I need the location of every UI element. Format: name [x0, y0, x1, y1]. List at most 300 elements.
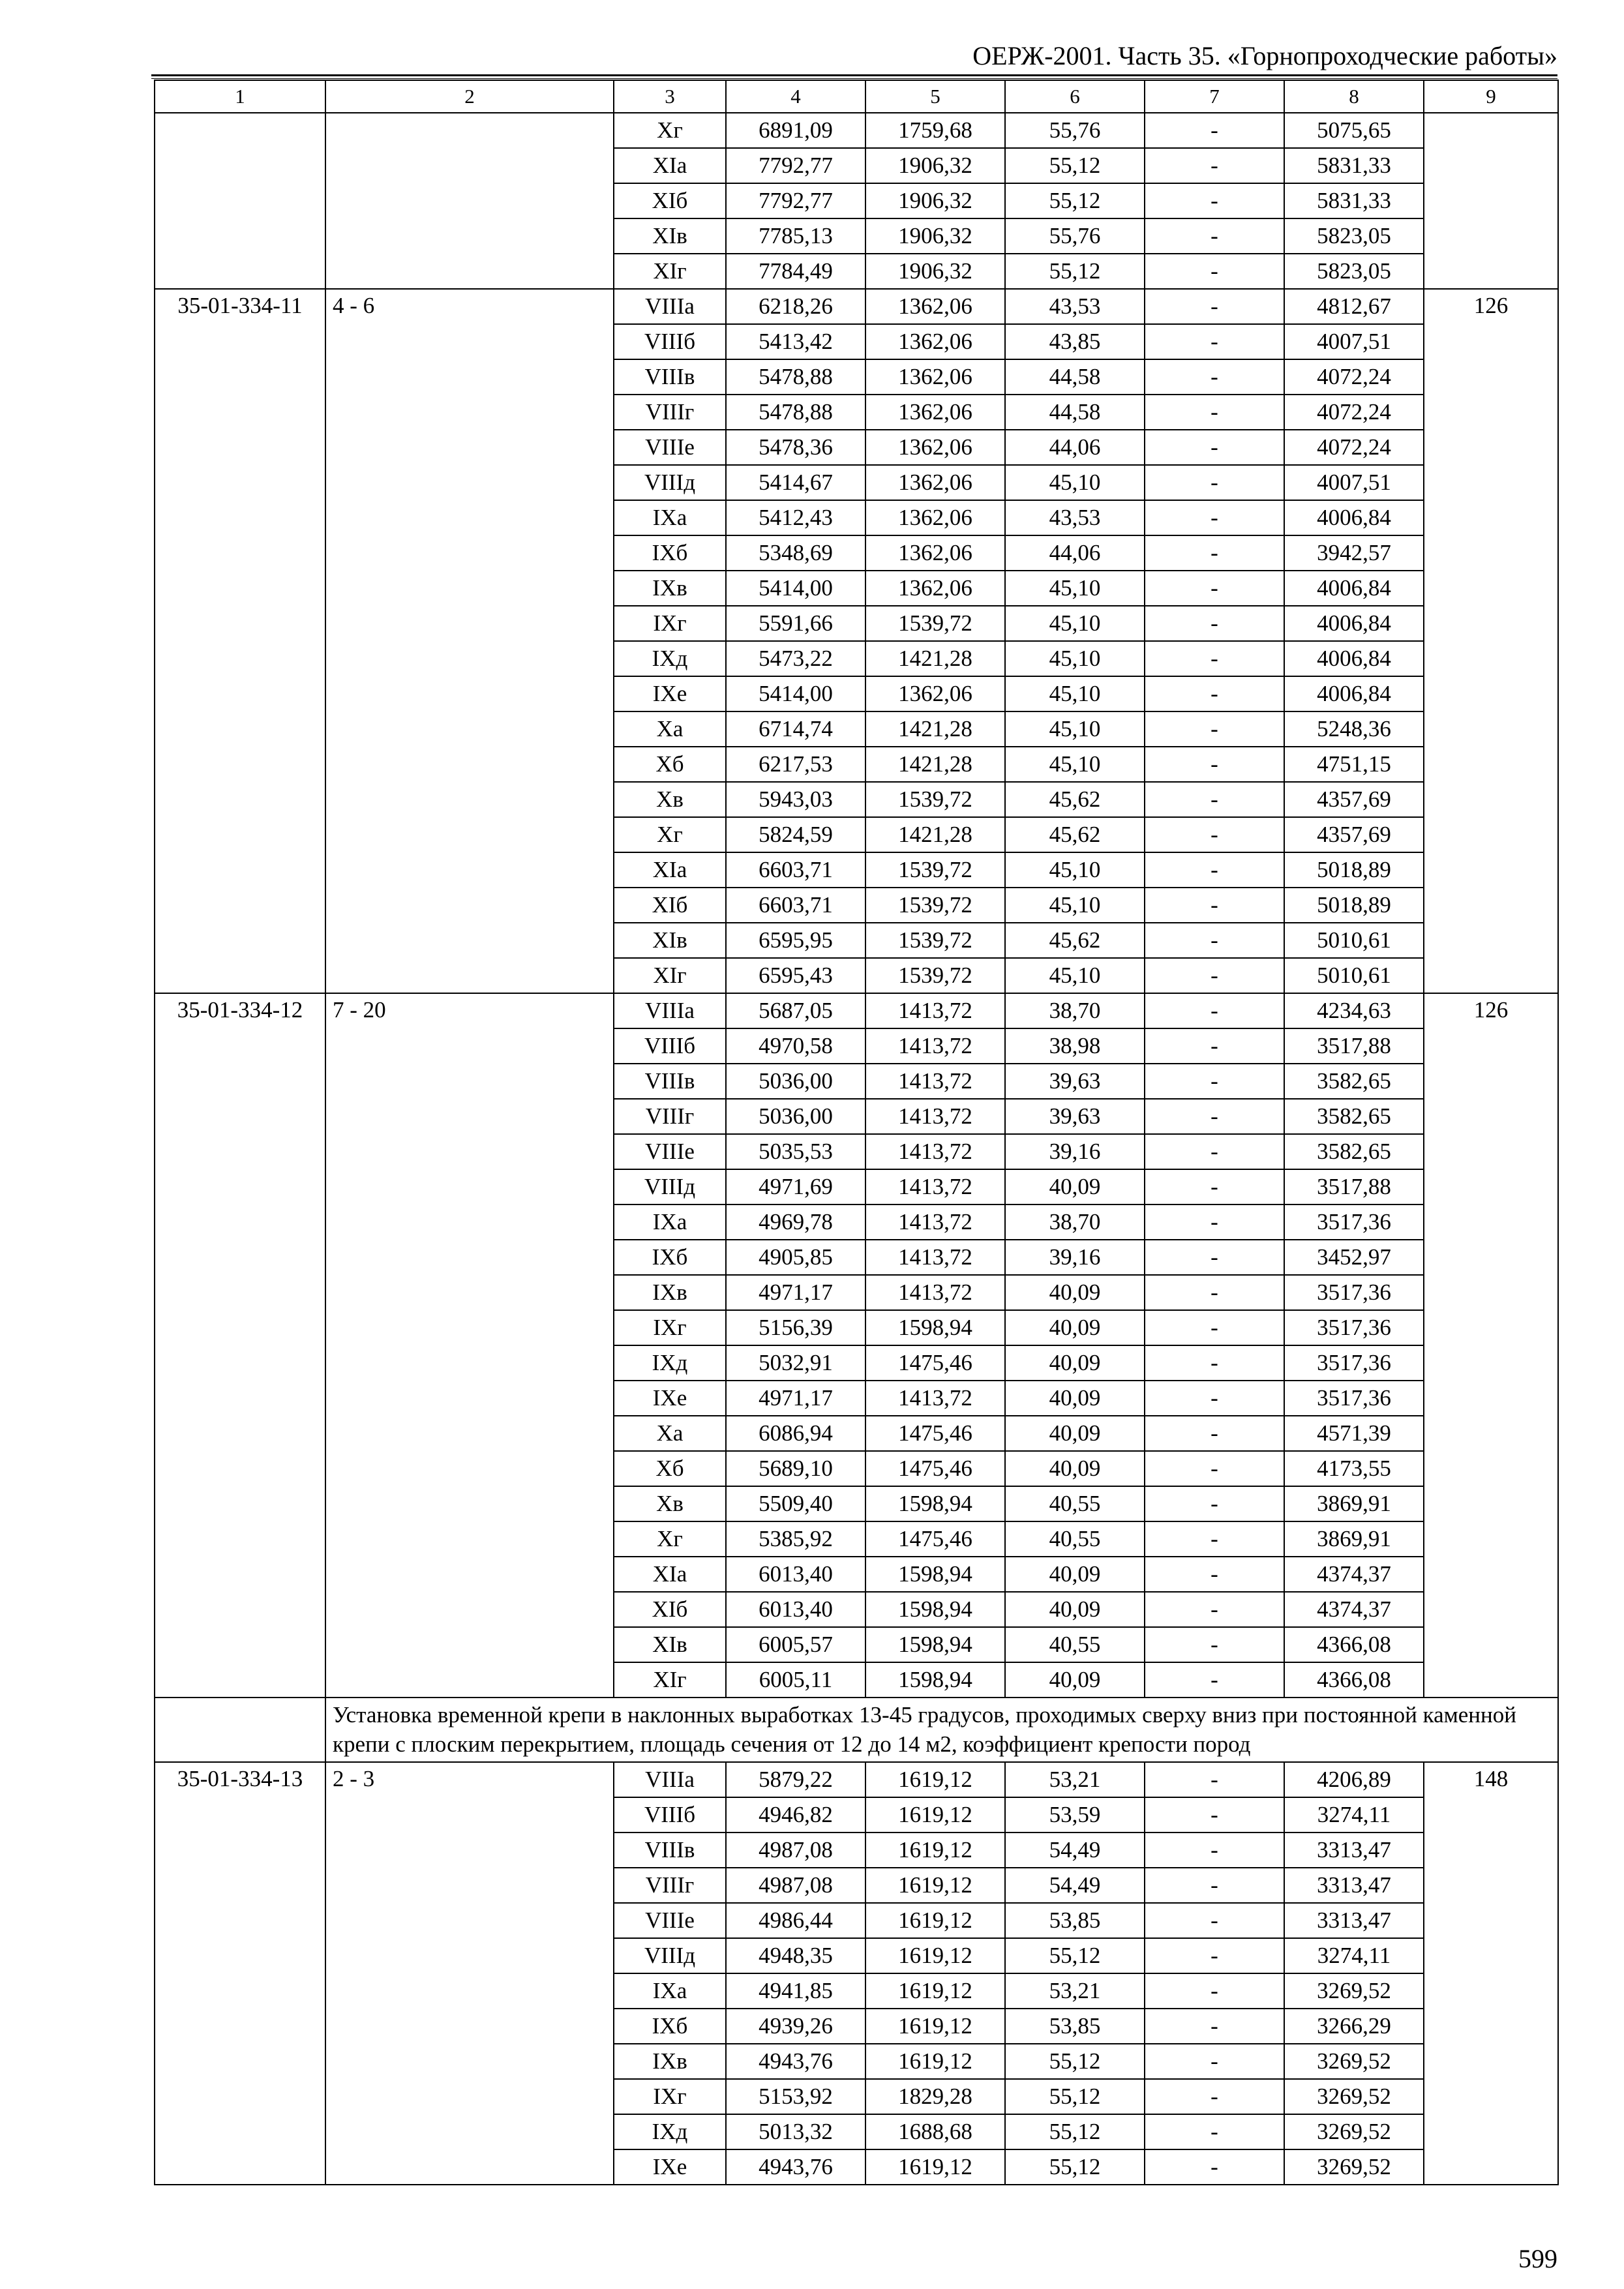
rock-category-cell: Xа	[614, 711, 726, 747]
value-cell: 5591,66	[726, 606, 865, 641]
value-cell: 5509,40	[726, 1486, 865, 1521]
value-cell: 4007,51	[1284, 324, 1424, 359]
value-cell: -	[1145, 1903, 1284, 1938]
value-cell: 53,85	[1005, 2009, 1145, 2044]
value-cell: 45,10	[1005, 641, 1145, 676]
value-cell: 4234,63	[1284, 993, 1424, 1028]
value-cell: 5473,22	[726, 641, 865, 676]
rock-category-cell: XIа	[614, 852, 726, 888]
rock-category-cell: Xв	[614, 1486, 726, 1521]
value-cell: 1619,12	[865, 1797, 1005, 1833]
value-cell: -	[1145, 1134, 1284, 1169]
value-cell: 3582,65	[1284, 1134, 1424, 1169]
value-cell: -	[1145, 1381, 1284, 1416]
value-cell: -	[1145, 1240, 1284, 1275]
value-cell: 3266,29	[1284, 2009, 1424, 2044]
rock-category-cell: IXа	[614, 500, 726, 535]
value-cell: 45,10	[1005, 888, 1145, 923]
value-cell: 5478,88	[726, 359, 865, 395]
rock-category-cell: VIIIб	[614, 1797, 726, 1833]
value-cell: 3869,91	[1284, 1486, 1424, 1521]
value-cell: 1906,32	[865, 183, 1005, 218]
rock-category-cell: IXе	[614, 2149, 726, 2185]
rock-category-cell: IXг	[614, 606, 726, 641]
rock-category-cell: XIв	[614, 218, 726, 254]
value-cell: 1475,46	[865, 1521, 1005, 1557]
norms-table	[154, 80, 1559, 2185]
value-cell: 5879,22	[726, 1762, 865, 1797]
norms-table-body	[155, 113, 1558, 2185]
value-cell: 3274,11	[1284, 1797, 1424, 1833]
value-cell: 39,63	[1005, 1099, 1145, 1134]
value-cell: 1598,94	[865, 1486, 1005, 1521]
value-cell: 5018,89	[1284, 852, 1424, 888]
value-cell: 40,55	[1005, 1521, 1145, 1557]
parameter-cell: 4 - 6	[325, 289, 614, 993]
value-cell: 5687,05	[726, 993, 865, 1028]
value-cell: 4357,69	[1284, 817, 1424, 852]
value-cell: 5018,89	[1284, 888, 1424, 923]
value-cell: 6595,43	[726, 958, 865, 993]
value-cell: 55,12	[1005, 148, 1145, 183]
value-cell: 4905,85	[726, 1240, 865, 1275]
value-cell: 55,12	[1005, 183, 1145, 218]
value-cell: 1362,06	[865, 500, 1005, 535]
rock-category-cell: XIг	[614, 254, 726, 289]
value-cell: -	[1145, 888, 1284, 923]
value-cell: 4006,84	[1284, 500, 1424, 535]
value-cell: 3274,11	[1284, 1938, 1424, 1973]
value-cell: 1413,72	[865, 1028, 1005, 1064]
value-cell: 40,09	[1005, 1557, 1145, 1592]
value-cell: 1619,12	[865, 1762, 1005, 1797]
value-cell: -	[1145, 1310, 1284, 1345]
value-cell: 4173,55	[1284, 1451, 1424, 1486]
value-cell: 1362,06	[865, 324, 1005, 359]
value-cell: -	[1145, 676, 1284, 711]
value-cell: 1421,28	[865, 641, 1005, 676]
value-cell: 6013,40	[726, 1592, 865, 1627]
rock-category-cell: VIIIв	[614, 1833, 726, 1868]
value-cell: 38,70	[1005, 993, 1145, 1028]
value-cell: 44,06	[1005, 430, 1145, 465]
value-cell: 1362,06	[865, 359, 1005, 395]
value-cell: 5010,61	[1284, 923, 1424, 958]
value-cell: 45,10	[1005, 852, 1145, 888]
value-cell: 40,09	[1005, 1416, 1145, 1451]
value-cell: -	[1145, 1797, 1284, 1833]
value-cell: -	[1145, 782, 1284, 817]
value-cell: 3517,36	[1284, 1345, 1424, 1381]
rock-category-cell: IXв	[614, 571, 726, 606]
value-cell: 45,10	[1005, 958, 1145, 993]
value-cell: 1413,72	[865, 1169, 1005, 1204]
value-cell: 4751,15	[1284, 747, 1424, 782]
value-cell: -	[1145, 1973, 1284, 2009]
rock-category-cell: VIIIа	[614, 1762, 726, 1797]
value-cell: 3517,36	[1284, 1381, 1424, 1416]
value-cell: -	[1145, 1486, 1284, 1521]
rock-category-cell: IXа	[614, 1204, 726, 1240]
value-cell: -	[1145, 395, 1284, 430]
rock-category-cell: XIб	[614, 183, 726, 218]
norm-code-cell	[155, 113, 325, 289]
value-cell: 5412,43	[726, 500, 865, 535]
rock-category-cell: VIIIд	[614, 1938, 726, 1973]
value-cell: 55,76	[1005, 218, 1145, 254]
value-cell: 1598,94	[865, 1662, 1005, 1698]
rock-category-cell: VIIIб	[614, 1028, 726, 1064]
value-cell: 1619,12	[865, 1868, 1005, 1903]
value-cell: 5348,69	[726, 535, 865, 571]
value-cell: 1688,68	[865, 2114, 1005, 2149]
value-cell: 6217,53	[726, 747, 865, 782]
value-cell: -	[1145, 1557, 1284, 1592]
value-cell: 1421,28	[865, 747, 1005, 782]
parameter-cell: 2 - 3	[325, 1762, 614, 2185]
value-cell: 4006,84	[1284, 641, 1424, 676]
rock-category-cell: Xа	[614, 1416, 726, 1451]
value-cell: -	[1145, 1064, 1284, 1099]
value-cell: 45,10	[1005, 606, 1145, 641]
value-cell: 4206,89	[1284, 1762, 1424, 1797]
value-cell: 1539,72	[865, 782, 1005, 817]
rock-category-cell: IXе	[614, 676, 726, 711]
value-cell: 53,59	[1005, 1797, 1145, 1833]
value-cell: 6714,74	[726, 711, 865, 747]
value-cell: 5036,00	[726, 1064, 865, 1099]
value-cell: 3869,91	[1284, 1521, 1424, 1557]
value-cell: 1475,46	[865, 1345, 1005, 1381]
rock-category-cell: VIIIд	[614, 1169, 726, 1204]
value-cell: -	[1145, 2044, 1284, 2079]
column-number-row	[155, 80, 1558, 113]
rock-category-cell: IXе	[614, 1381, 726, 1416]
value-cell: 3582,65	[1284, 1099, 1424, 1134]
value-cell: -	[1145, 1169, 1284, 1204]
value-cell: 1362,06	[865, 289, 1005, 324]
value-cell: -	[1145, 993, 1284, 1028]
value-cell: -	[1145, 1521, 1284, 1557]
section-title-spacer	[155, 1698, 325, 1762]
rock-category-cell: XIг	[614, 1662, 726, 1698]
value-cell: 1539,72	[865, 852, 1005, 888]
col9-cell: 126	[1424, 993, 1558, 1698]
value-cell: 4987,08	[726, 1868, 865, 1903]
value-cell: 53,21	[1005, 1762, 1145, 1797]
value-cell: 43,53	[1005, 500, 1145, 535]
value-cell: -	[1145, 1938, 1284, 1973]
value-cell: -	[1145, 218, 1284, 254]
value-cell: 1619,12	[865, 2044, 1005, 2079]
column-number: 5	[865, 80, 1005, 113]
value-cell: 39,63	[1005, 1064, 1145, 1099]
value-cell: -	[1145, 817, 1284, 852]
value-cell: 1421,28	[865, 817, 1005, 852]
value-cell: 40,55	[1005, 1486, 1145, 1521]
value-cell: -	[1145, 359, 1284, 395]
value-cell: 1362,06	[865, 395, 1005, 430]
rock-category-cell: IXг	[614, 2079, 726, 2114]
rock-category-cell: IXб	[614, 535, 726, 571]
value-cell: 5010,61	[1284, 958, 1424, 993]
rock-category-cell: VIIIд	[614, 465, 726, 500]
rock-category-cell: Xб	[614, 1451, 726, 1486]
value-cell: 5414,00	[726, 676, 865, 711]
value-cell: 4943,76	[726, 2149, 865, 2185]
value-cell: 1598,94	[865, 1310, 1005, 1345]
value-cell: 1619,12	[865, 1938, 1005, 1973]
value-cell: 40,09	[1005, 1451, 1145, 1486]
rock-category-cell: IXа	[614, 1973, 726, 2009]
table-row	[155, 113, 1558, 148]
value-cell: 3517,36	[1284, 1204, 1424, 1240]
value-cell: 7792,77	[726, 148, 865, 183]
column-number: 2	[325, 80, 614, 113]
rock-category-cell: IXг	[614, 1310, 726, 1345]
value-cell: 1619,12	[865, 1833, 1005, 1868]
value-cell: 4971,17	[726, 1275, 865, 1310]
value-cell: -	[1145, 1627, 1284, 1662]
value-cell: 1759,68	[865, 113, 1005, 148]
value-cell: 1619,12	[865, 2009, 1005, 2044]
value-cell: -	[1145, 465, 1284, 500]
value-cell: 3313,47	[1284, 1868, 1424, 1903]
value-cell: 55,12	[1005, 1938, 1145, 1973]
value-cell: 3269,52	[1284, 1973, 1424, 2009]
rock-category-cell: VIIIг	[614, 1099, 726, 1134]
value-cell: 3269,52	[1284, 2044, 1424, 2079]
rock-category-cell: IXб	[614, 2009, 726, 2044]
value-cell: -	[1145, 711, 1284, 747]
rock-category-cell: Xб	[614, 747, 726, 782]
value-cell: -	[1145, 641, 1284, 676]
value-cell: 1362,06	[865, 676, 1005, 711]
value-cell: 5689,10	[726, 1451, 865, 1486]
value-cell: -	[1145, 1868, 1284, 1903]
value-cell: 7792,77	[726, 183, 865, 218]
value-cell: -	[1145, 254, 1284, 289]
value-cell: 4006,84	[1284, 676, 1424, 711]
value-cell: -	[1145, 958, 1284, 993]
value-cell: 40,09	[1005, 1345, 1145, 1381]
value-cell: -	[1145, 430, 1284, 465]
value-cell: 1619,12	[865, 2149, 1005, 2185]
value-cell: -	[1145, 289, 1284, 324]
col9-cell	[1424, 113, 1558, 289]
value-cell: 38,70	[1005, 1204, 1145, 1240]
value-cell: 4812,67	[1284, 289, 1424, 324]
rock-category-cell: Xг	[614, 113, 726, 148]
value-cell: 4971,69	[726, 1169, 865, 1204]
value-cell: -	[1145, 1416, 1284, 1451]
value-cell: 6086,94	[726, 1416, 865, 1451]
value-cell: 5823,05	[1284, 254, 1424, 289]
value-cell: -	[1145, 571, 1284, 606]
value-cell: 1598,94	[865, 1627, 1005, 1662]
value-cell: 4946,82	[726, 1797, 865, 1833]
value-cell: 1539,72	[865, 888, 1005, 923]
value-cell: -	[1145, 852, 1284, 888]
value-cell: -	[1145, 1451, 1284, 1486]
value-cell: 1598,94	[865, 1592, 1005, 1627]
value-cell: 55,76	[1005, 113, 1145, 148]
value-cell: 3269,52	[1284, 2114, 1424, 2149]
value-cell: 4970,58	[726, 1028, 865, 1064]
rock-category-cell: IXв	[614, 1275, 726, 1310]
value-cell: 5032,91	[726, 1345, 865, 1381]
column-number: 1	[155, 80, 325, 113]
value-cell: 5414,00	[726, 571, 865, 606]
value-cell: 5478,36	[726, 430, 865, 465]
rock-category-cell: XIв	[614, 923, 726, 958]
value-cell: 1413,72	[865, 993, 1005, 1028]
value-cell: 1362,06	[865, 535, 1005, 571]
value-cell: 43,85	[1005, 324, 1145, 359]
value-cell: 1539,72	[865, 923, 1005, 958]
value-cell: -	[1145, 2149, 1284, 2185]
value-cell: 4006,84	[1284, 571, 1424, 606]
value-cell: 55,12	[1005, 2114, 1145, 2149]
value-cell: -	[1145, 500, 1284, 535]
value-cell: 1475,46	[865, 1451, 1005, 1486]
value-cell: -	[1145, 1204, 1284, 1240]
rock-category-cell: VIIIе	[614, 1134, 726, 1169]
value-cell: 4366,08	[1284, 1662, 1424, 1698]
rock-category-cell: IXд	[614, 641, 726, 676]
value-cell: 38,98	[1005, 1028, 1145, 1064]
value-cell: 1362,06	[865, 430, 1005, 465]
rock-category-cell: XIб	[614, 1592, 726, 1627]
value-cell: 45,10	[1005, 465, 1145, 500]
value-cell: 44,58	[1005, 395, 1145, 430]
value-cell: -	[1145, 1592, 1284, 1627]
value-cell: 55,12	[1005, 2079, 1145, 2114]
value-cell: 54,49	[1005, 1833, 1145, 1868]
rock-category-cell: IXд	[614, 1345, 726, 1381]
value-cell: 7785,13	[726, 218, 865, 254]
value-cell: 1362,06	[865, 465, 1005, 500]
value-cell: 1475,46	[865, 1416, 1005, 1451]
value-cell: 5831,33	[1284, 183, 1424, 218]
value-cell: 1619,12	[865, 1903, 1005, 1938]
value-cell: 5156,39	[726, 1310, 865, 1345]
value-cell: 3582,65	[1284, 1064, 1424, 1099]
value-cell: 44,06	[1005, 535, 1145, 571]
value-cell: 40,09	[1005, 1275, 1145, 1310]
value-cell: -	[1145, 1662, 1284, 1698]
value-cell: 6595,95	[726, 923, 865, 958]
value-cell: -	[1145, 1345, 1284, 1381]
value-cell: 40,09	[1005, 1310, 1145, 1345]
col9-cell: 126	[1424, 289, 1558, 993]
value-cell: 6005,11	[726, 1662, 865, 1698]
value-cell: 1413,72	[865, 1204, 1005, 1240]
value-cell: 43,53	[1005, 289, 1145, 324]
column-number: 8	[1284, 80, 1424, 113]
value-cell: 4006,84	[1284, 606, 1424, 641]
rock-category-cell: VIIIа	[614, 289, 726, 324]
value-cell: 4072,24	[1284, 359, 1424, 395]
rock-category-cell: VIIIг	[614, 395, 726, 430]
value-cell: 3517,88	[1284, 1028, 1424, 1064]
value-cell: 5075,65	[1284, 113, 1424, 148]
value-cell: 4007,51	[1284, 465, 1424, 500]
norm-code-cell: 35-01-334-12	[155, 993, 325, 1698]
norm-code-cell: 35-01-334-11	[155, 289, 325, 993]
rock-category-cell: XIб	[614, 888, 726, 923]
value-cell: 6005,57	[726, 1627, 865, 1662]
value-cell: 5035,53	[726, 1134, 865, 1169]
value-cell: -	[1145, 2079, 1284, 2114]
value-cell: 4374,37	[1284, 1592, 1424, 1627]
table-row	[155, 1762, 1558, 1797]
value-cell: 1413,72	[865, 1381, 1005, 1416]
rock-category-cell: VIIIб	[614, 324, 726, 359]
page-number: 599	[1518, 2244, 1557, 2273]
value-cell: 4987,08	[726, 1833, 865, 1868]
value-cell: 45,10	[1005, 571, 1145, 606]
value-cell: 1619,12	[865, 1973, 1005, 2009]
value-cell: 40,09	[1005, 1169, 1145, 1204]
value-cell: 3452,97	[1284, 1240, 1424, 1275]
parameter-cell	[325, 113, 614, 289]
value-cell: 39,16	[1005, 1240, 1145, 1275]
value-cell: 1413,72	[865, 1134, 1005, 1169]
value-cell: 5824,59	[726, 817, 865, 852]
value-cell: 1413,72	[865, 1240, 1005, 1275]
rock-category-cell: IXб	[614, 1240, 726, 1275]
value-cell: 3517,36	[1284, 1310, 1424, 1345]
value-cell: 4357,69	[1284, 782, 1424, 817]
rock-category-cell: VIIIг	[614, 1868, 726, 1903]
page-header: ОЕРЖ-2001. Часть 35. «Горнопроходческие работы»	[972, 41, 1557, 70]
value-cell: 4374,37	[1284, 1557, 1424, 1592]
value-cell: 4072,24	[1284, 430, 1424, 465]
value-cell: 40,09	[1005, 1381, 1145, 1416]
column-number: 4	[726, 80, 865, 113]
value-cell: -	[1145, 2009, 1284, 2044]
section-title-row	[155, 1698, 1558, 1762]
column-number: 9	[1424, 80, 1558, 113]
rock-category-cell: XIг	[614, 958, 726, 993]
value-cell: -	[1145, 148, 1284, 183]
value-cell: -	[1145, 1833, 1284, 1868]
value-cell: 55,12	[1005, 2044, 1145, 2079]
value-cell: 1906,32	[865, 148, 1005, 183]
value-cell: 45,62	[1005, 817, 1145, 852]
value-cell: 6218,26	[726, 289, 865, 324]
value-cell: 5036,00	[726, 1099, 865, 1134]
parameter-cell: 7 - 20	[325, 993, 614, 1698]
value-cell: 4971,17	[726, 1381, 865, 1416]
section-title: Установка временной крепи в наклонных выработках 13-45 градусов, проходимых сверху вниз при постоянной каменной крепи с плоским перекрытием, площадь сечения от 12 до 14 м2, коэффициент крепости пород	[325, 1698, 1558, 1762]
column-number: 6	[1005, 80, 1145, 113]
value-cell: 5478,88	[726, 395, 865, 430]
value-cell: 1413,72	[865, 1099, 1005, 1134]
value-cell: 53,21	[1005, 1973, 1145, 2009]
value-cell: 45,10	[1005, 676, 1145, 711]
value-cell: -	[1145, 113, 1284, 148]
value-cell: -	[1145, 923, 1284, 958]
value-cell: -	[1145, 535, 1284, 571]
rock-category-cell: XIв	[614, 1627, 726, 1662]
value-cell: -	[1145, 183, 1284, 218]
value-cell: -	[1145, 1275, 1284, 1310]
value-cell: 55,12	[1005, 2149, 1145, 2185]
norm-code-cell: 35-01-334-13	[155, 1762, 325, 2185]
value-cell: 1421,28	[865, 711, 1005, 747]
